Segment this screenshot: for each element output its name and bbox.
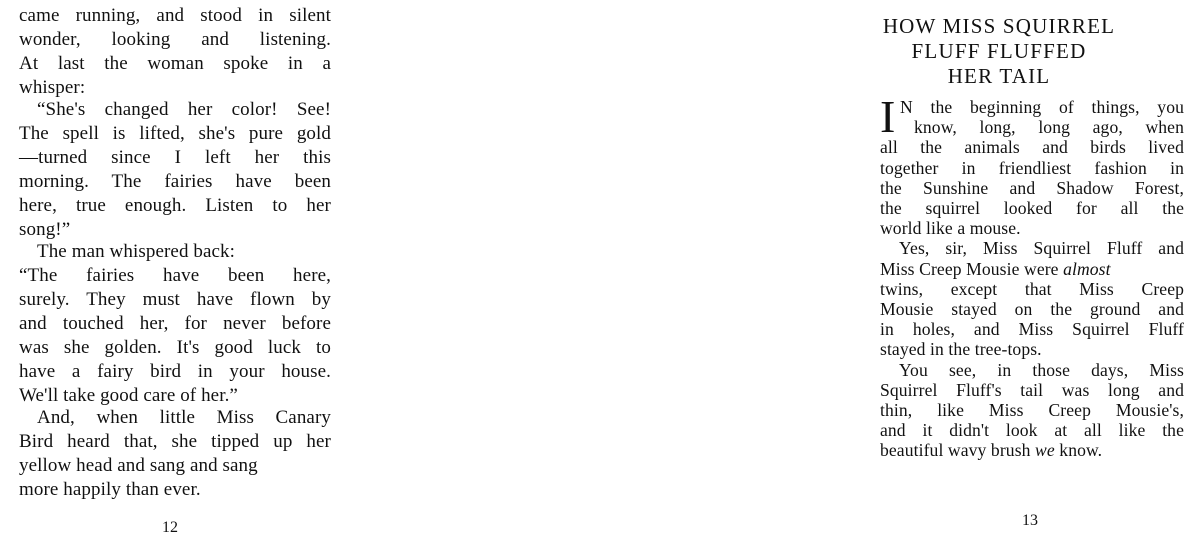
text-line: You see, in those days, Miss (899, 359, 1184, 380)
text-line: more happily than ever. (19, 479, 201, 500)
drop-cap: I (880, 91, 896, 142)
text-line: And, when little Miss Canary (37, 407, 331, 428)
text-line: “The fairies have been here, (19, 265, 331, 286)
text-line: surely. They must have flown by (19, 289, 331, 310)
text-line: whisper: (19, 77, 86, 98)
emphasis-text: we (1035, 440, 1055, 461)
text-line: song!” (19, 219, 71, 240)
text-line: here, true enough. Listen to her (19, 195, 331, 216)
text-line: N the beginning of things, you (900, 97, 1184, 117)
text-line: Mousie stayed on the ground and (880, 299, 1184, 319)
text-span: know. (1054, 440, 1103, 461)
text-line: was she golden. It's good luck to (19, 337, 331, 358)
text-line: and touched her, for never before (19, 313, 331, 334)
text-line (880, 440, 1102, 460)
text-line: Yes, sir, Miss Squirrel Fluff and (899, 238, 1184, 259)
text-line: Squirrel Fluff's tail was long and (880, 379, 1184, 400)
left-page (0, 0, 360, 538)
text-line: —turned since I left her this (19, 147, 331, 168)
chapter-title-line: HOW MISS SQUIRREL (882, 14, 1116, 38)
chapter-title-line: HER TAIL (947, 64, 1051, 88)
text-line: stayed in the tree-tops. (880, 339, 1042, 360)
page-number: 13 (1022, 512, 1038, 529)
text-line: world like a mouse. (880, 218, 1021, 239)
text-line: The man whispered back: (37, 241, 236, 262)
text-line: all the animals and birds lived (880, 137, 1184, 158)
text-line: know, long, long ago, when (914, 117, 1184, 138)
text-line: wonder, looking and listening. (19, 29, 331, 50)
text-line: We'll take good care of her.” (19, 385, 238, 406)
text-line: and it didn't look at all like the (880, 420, 1184, 441)
right-page (410, 0, 1184, 538)
page-number: 12 (162, 519, 178, 536)
text-line: morning. The fairies have been (19, 171, 331, 192)
emphasis-text: almost (1063, 258, 1111, 279)
text-line: have a fairy bird in your house. (19, 361, 331, 382)
text-line: the Sunshine and Shadow Forest, (880, 177, 1184, 198)
text-line: thin, like Miss Creep Mousie's, (880, 400, 1184, 420)
text-line: The spell is lifted, she's pure gold (19, 123, 331, 144)
text-line: yellow head and sang and sang (19, 455, 258, 476)
text-line: together in friendliest fashion in (880, 157, 1184, 178)
chapter-title-line: FLUFF FLUFFED (911, 39, 1087, 63)
text-line: “She's changed her color! See! (37, 99, 331, 120)
text-line: twins, except that Miss Creep (880, 278, 1184, 299)
text-span: Miss Creep Mousie were (880, 258, 1064, 279)
text-line: came running, and stood in silent (19, 5, 331, 26)
text-line: Bird heard that, she tipped up her (19, 431, 331, 452)
text-line (880, 259, 1111, 279)
text-line: in holes, and Miss Squirrel Fluff (880, 319, 1184, 340)
text-line: the squirrel looked for all the (880, 198, 1184, 218)
text-span: beautiful wavy brush (880, 440, 1036, 461)
text-line: At last the woman spoke in a (19, 53, 331, 74)
